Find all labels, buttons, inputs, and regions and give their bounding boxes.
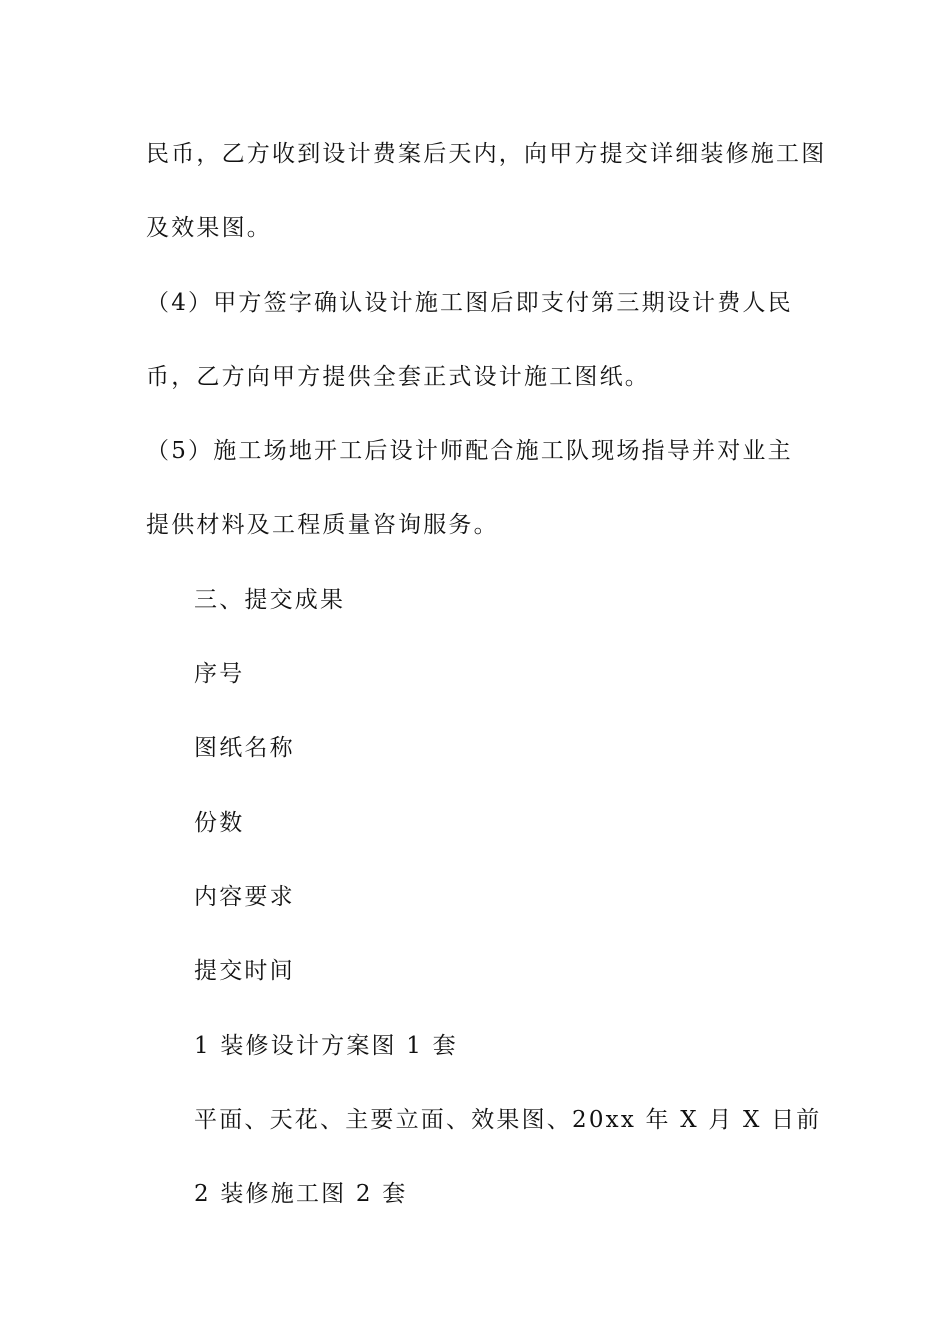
table-row-2: 2 装修施工图 2 套 [194,1181,408,1207]
paragraph-line: （5）施工场地开工后设计师配合施工队现场指导并对业主 [146,438,793,464]
paragraph-line: 及效果图。 [146,215,272,241]
table-header-drawing-name: 图纸名称 [194,735,295,761]
table-row-1-detail: 平面、天花、主要立面、效果图、20xx 年 X 月 X 日前 [194,1107,822,1133]
section-heading: 三、提交成果 [194,587,346,613]
paragraph-line: 币，乙方向甲方提供全套正式设计施工图纸。 [146,364,650,390]
paragraph-line: 民币，乙方收到设计费案后天内，向甲方提交详细装修施工图 [146,141,827,167]
table-header-submit-time: 提交时间 [194,958,295,984]
paragraph-line: （4）甲方签字确认设计施工图后即支付第三期设计费人民 [146,290,793,316]
table-header-index: 序号 [194,661,245,687]
table-header-copies: 份数 [194,810,245,836]
paragraph-line: 提供材料及工程质量咨询服务。 [146,512,499,538]
table-header-requirements: 内容要求 [194,884,295,910]
table-row-1: 1 装修设计方案图 1 套 [194,1033,458,1059]
